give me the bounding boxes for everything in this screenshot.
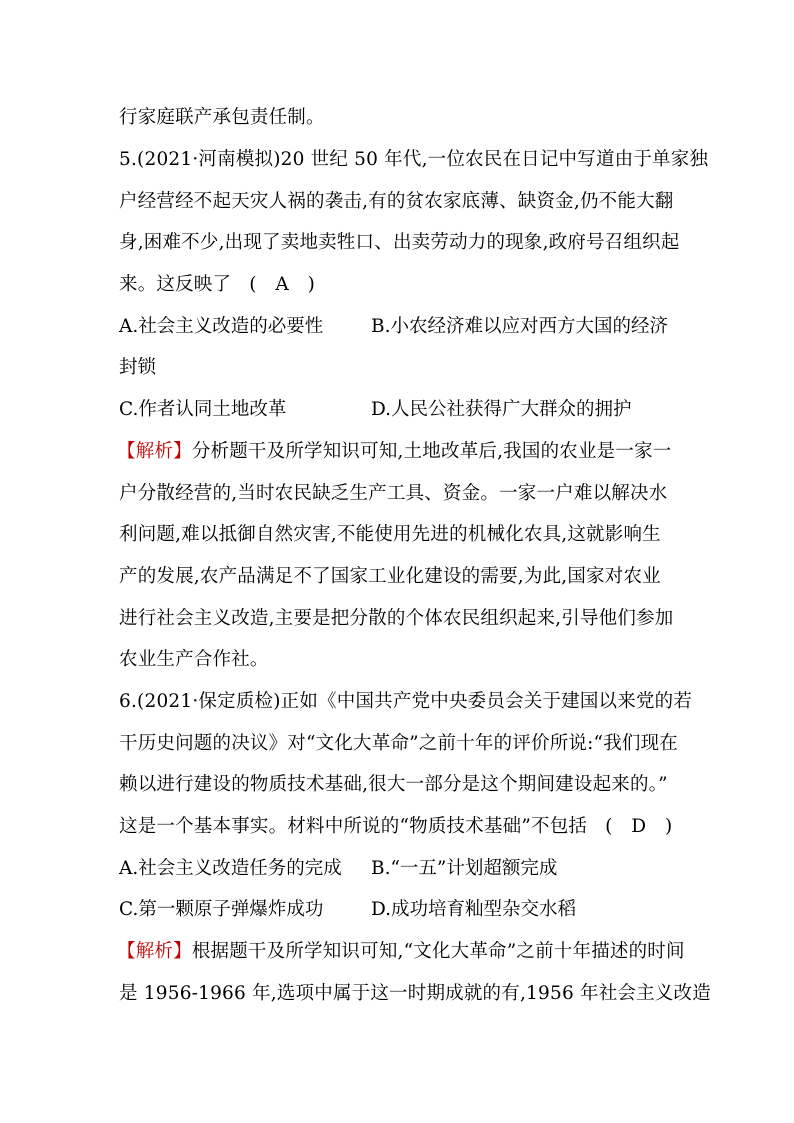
- q5-analysis-text-1: 分析题干及所学知识可知,土地改革后,我国的农业是一家一: [191, 441, 672, 462]
- q5-analysis-line-6: 农业生产合作社。: [119, 649, 269, 670]
- q6-option-a: A.社会主义改造任务的完成: [119, 858, 342, 879]
- q5-analysis-line-3: 利问题,难以抵御自然灾害,不能使用先进的机械化农具,这就影响生: [119, 524, 661, 545]
- q6-stem-line-1: 6.(2021·保定质检)正如《中国共产党中央委员会关于建国以来党的若: [119, 691, 693, 712]
- q5-stem-text: 来。这反映了: [119, 274, 232, 295]
- q5-analysis-line-2: 户分散经营的,当时农民缺乏生产工具、资金。一家一户难以解决水: [119, 483, 668, 504]
- q6-option-d: D.成功培育籼型杂交水稻: [371, 899, 577, 920]
- q5-analysis-line-5: 进行社会主义改造,主要是把分散的个体农民组织起来,引导他们参加: [119, 608, 674, 629]
- q6-analysis-tag: 【解析】: [117, 941, 192, 962]
- q6-analysis-line-2: 是 1956-1966 年,选项中属于这一时期成就的有,1956 年社会主义改造: [119, 983, 711, 1004]
- q5-stem-line-1: 5.(2021·河南模拟)20 世纪 50 年代,一位农民在日记中写道由于单家独: [119, 149, 709, 170]
- q5-answer: ( A ): [249, 274, 315, 295]
- q5-stem-line-4: [119, 272, 315, 298]
- q6-stem-line-3: 赖以进行建设的物质技术基础,很大一部分是这个期间建设起来的。”: [119, 774, 668, 795]
- q6-option-b: B.“一五”计划超额完成: [371, 858, 558, 879]
- q5-analysis-tag: 【解析】: [117, 441, 192, 462]
- q6-answer: ( D ): [605, 816, 673, 837]
- q5-option-b-continued: 封锁: [119, 357, 157, 378]
- q5-option-b: B.小农经济难以应对西方大国的经济: [371, 316, 668, 337]
- q5-stem-line-2: 户经营经不起天灾人祸的袭击,有的贫农家底薄、缺资金,仍不能大翻: [119, 191, 674, 212]
- q5-stem-line-3: 身,困难不少,出现了卖地卖牲口、出卖劳动力的现象,政府号召组织起: [119, 232, 680, 253]
- q6-analysis-text-1: 根据题干及所学知识可知,“文化大革命”之前十年描述的时间: [191, 941, 685, 962]
- q6-stem-line-4: [119, 814, 672, 840]
- q5-option-a: A.社会主义改造的必要性: [119, 316, 324, 337]
- q6-stem-text: 这是一个基本事实。材料中所说的“物质技术基础”不包括: [119, 816, 588, 837]
- q6-option-c: C.第一颗原子弹爆炸成功: [119, 899, 324, 920]
- intro-line: 行家庭联产承包责任制。: [119, 107, 325, 128]
- q6-analysis-line-1: [117, 939, 685, 965]
- q5-analysis-line-1: [117, 439, 671, 465]
- q6-stem-line-2: 干历史问题的决议》对“文化大革命”之前十年的评价所说:“我们现在: [119, 733, 679, 754]
- q5-analysis-line-4: 产的发展,农产品满足不了国家工业化建设的需要,为此,国家对农业: [119, 566, 661, 587]
- q5-option-c: C.作者认同土地改革: [119, 399, 287, 420]
- q5-option-d: D.人民公社获得广大群众的拥护: [371, 399, 632, 420]
